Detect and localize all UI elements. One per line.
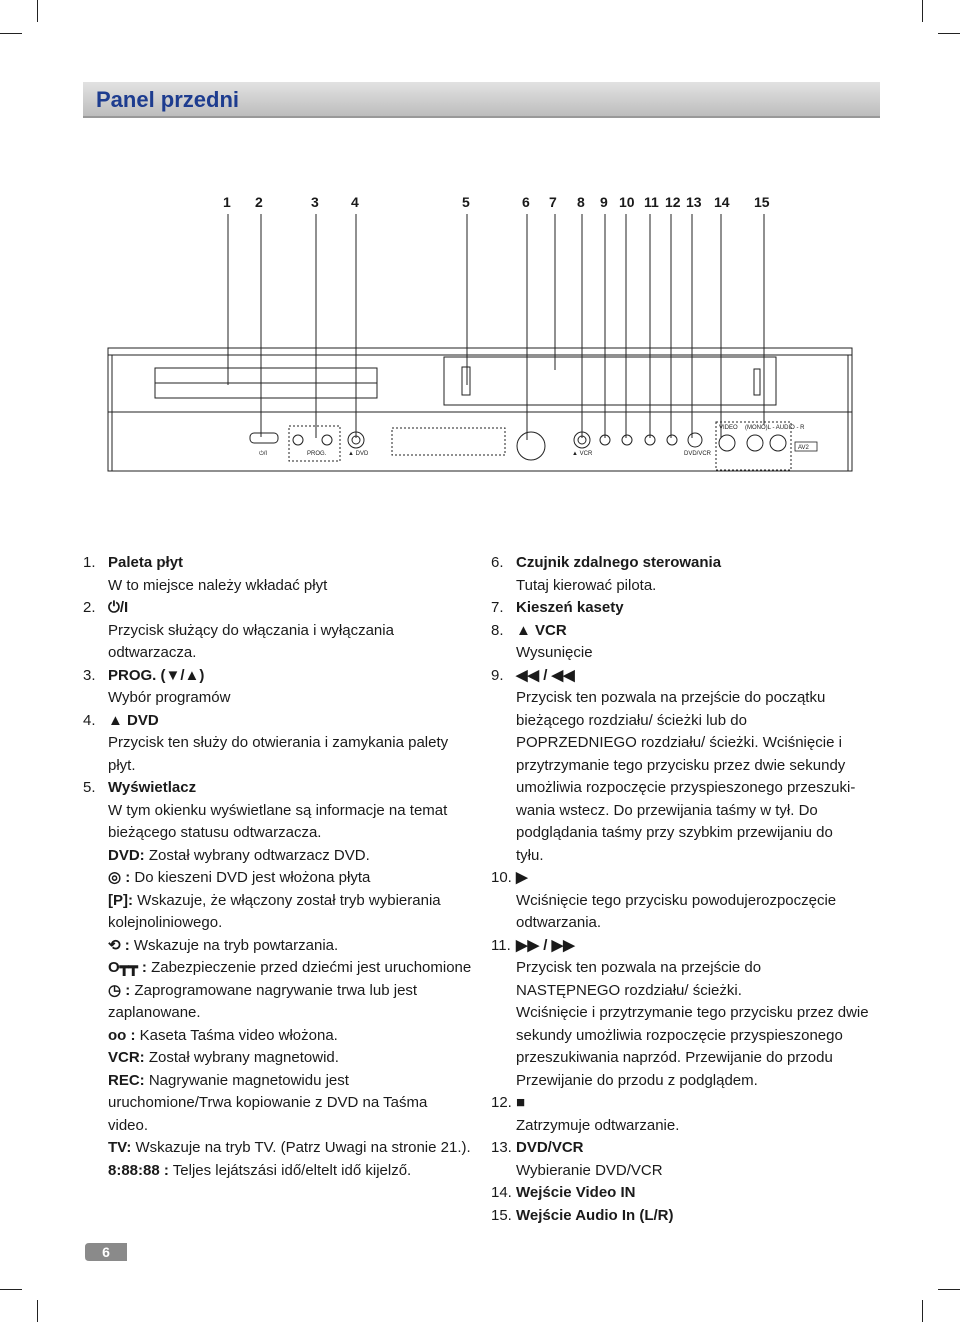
item-title: Czujnik zdalnego sterowania <box>516 554 722 571</box>
display-indicator <box>83 867 483 890</box>
callout-4: 4 <box>351 194 359 210</box>
callout-9: 9 <box>600 194 608 210</box>
item-description: W tym okienku wyświetlane są informacje na temat <box>108 801 448 819</box>
item-description: Wciśnięcie tego przycisku powodujerozpoczęcie <box>516 891 837 909</box>
indicator-label: ◷ : <box>108 981 131 999</box>
item-number: 15. <box>491 1206 512 1224</box>
indicator-label: DVD: <box>108 846 145 864</box>
indicator-text: kolejnoliniowego. <box>108 914 223 931</box>
indicator-label: oo : <box>108 1026 136 1044</box>
item-description: Przycisk służący do włączania i wyłączania <box>108 621 394 639</box>
item-description: NASTĘPNEGO rozdziału/ ścieżki. <box>516 981 742 999</box>
item-description: Tutaj kierować pilota. <box>516 576 657 594</box>
item-description: Wybieranie DVD/VCR <box>516 1161 663 1179</box>
item-title: Paleta płyt <box>108 554 184 571</box>
right-column <box>491 552 891 1227</box>
indicator-text: zaplanowane. <box>108 1004 201 1021</box>
item-number: 2. <box>83 599 96 616</box>
indicator-text: Wskazuje na tryb powtarzania. <box>129 936 339 954</box>
item-number: 13. <box>491 1139 512 1156</box>
item-description: przytrzymanie tego przycisku przez dwie sekundy <box>516 756 846 774</box>
display-indicator <box>83 845 483 868</box>
callout-14: 14 <box>714 194 730 210</box>
indicator-text: Zabezpieczenie przed dziećmi jest uruchomione <box>146 959 472 976</box>
item-number: 4. <box>83 711 96 729</box>
item-description: Zatrzymuje odtwarzanie. <box>516 1116 680 1134</box>
item-description: Przewijanie do przodu z podglądem. <box>516 1071 758 1089</box>
item-title: ▶▶ / ▶▶ <box>516 936 575 954</box>
item-number: 11. <box>491 936 511 954</box>
left-column <box>83 552 483 1182</box>
callout-1: 1 <box>223 194 231 210</box>
display-indicator <box>83 980 483 1003</box>
display-indicator <box>83 1047 483 1070</box>
item-number: 12. <box>491 1094 512 1111</box>
item-title: ▶ <box>516 869 528 886</box>
callout-7: 7 <box>549 194 557 210</box>
indicator-text: Kaseta Taśma video włożona. <box>135 1026 338 1044</box>
indicator-text: Do kieszeni DVD jest włożona płyta <box>130 869 371 886</box>
item-heading <box>491 552 891 575</box>
indicator-label: O┳┳ : <box>108 959 147 976</box>
prog-label: PROG. <box>307 451 327 457</box>
item-description: odtwarzania. <box>516 914 602 931</box>
indicator-text: Został wybrany odtwarzacz DVD. <box>144 846 370 864</box>
item-title: ▲ VCR <box>516 621 567 639</box>
item-description: Przycisk ten pozwala na przejście do <box>516 959 762 976</box>
indicator-label: VCR: <box>108 1049 145 1066</box>
item-heading <box>491 935 891 958</box>
indicator-text: Został wybrany magnetowid. <box>144 1049 339 1066</box>
item-heading <box>491 1182 891 1205</box>
front-panel-illustration <box>0 0 960 520</box>
callout-2: 2 <box>255 194 263 210</box>
crop-mark <box>37 1300 38 1322</box>
item-description: umożliwia rozpoczęcie przyspieszonego przeszuki- <box>516 779 856 796</box>
item-heading <box>83 710 483 733</box>
item-heading <box>491 597 891 620</box>
item-heading <box>491 620 891 643</box>
item-title: Wejście Video IN <box>516 1184 636 1201</box>
display-indicator <box>83 1115 483 1138</box>
indicator-label: 8:88:88 : <box>108 1161 169 1179</box>
item-description: Wciśnięcie i przytrzymanie tego przycisku przez dwie <box>516 1004 869 1021</box>
audio-label: (MONO)L - AUDIO - R <box>745 425 805 431</box>
display-indicator <box>83 957 483 980</box>
item-heading <box>83 597 483 620</box>
item-title: Wejście Audio In (L/R) <box>516 1206 674 1224</box>
display-indicator <box>83 1025 483 1048</box>
indicator-label: TV: <box>108 1139 132 1156</box>
item-heading <box>491 867 891 890</box>
display-indicator <box>83 890 483 913</box>
callout-5: 5 <box>462 194 470 210</box>
item-title: ⏻/I <box>108 599 129 616</box>
indicator-text: video. <box>108 1116 149 1134</box>
callout-15: 15 <box>754 194 770 210</box>
item-number: 1. <box>83 554 96 571</box>
crop-mark <box>0 1289 22 1290</box>
item-description: bieżącego rozdziału/ ścieżki lub do <box>516 711 747 729</box>
dvd-eject-label: ▲ DVD <box>348 451 369 457</box>
item-heading <box>83 665 483 688</box>
indicator-text: Nagrywanie magnetowidu jest <box>144 1071 349 1089</box>
item-number: 14. <box>491 1184 512 1201</box>
power-label: ⏻/I <box>259 451 268 457</box>
callout-3: 3 <box>311 194 319 210</box>
item-description: POPRZEDNIEGO rozdziału/ ścieżki. Wciśnięcie i <box>516 734 842 751</box>
item-description: Przycisk ten służy do otwierania i zamykania palety <box>108 734 449 751</box>
item-heading <box>83 777 483 800</box>
indicator-text: Teljes lejátszási idő/eltelt idő kijelző. <box>168 1161 412 1179</box>
callout-11: 11 <box>644 194 659 210</box>
item-description: tyłu. <box>516 846 544 864</box>
callout-6: 6 <box>522 194 530 210</box>
callout-10: 10 <box>619 194 635 210</box>
indicator-text: uruchomione/Trwa kopiowanie z DVD na Taśma <box>108 1094 428 1111</box>
display-indicator <box>83 1092 483 1115</box>
item-description: podglądania taśmy przy szybkim przewijaniu do <box>516 824 833 841</box>
item-title: Kieszeń kasety <box>516 599 624 616</box>
item-number: 7. <box>491 599 504 616</box>
item-description: W to miejsce należy wkładać płyt <box>108 576 328 594</box>
dvdvcr-label: DVD/VCR <box>684 451 712 457</box>
item-heading <box>491 1092 891 1115</box>
item-number: 5. <box>83 779 96 796</box>
display-indicator <box>83 1160 483 1183</box>
vcr-eject-label: ▲ VCR <box>572 451 593 457</box>
av-label: AV2 <box>798 445 809 451</box>
item-description: płyt. <box>108 756 136 774</box>
display-indicator <box>83 912 483 935</box>
display-indicator <box>83 1137 483 1160</box>
display-indicator <box>83 1002 483 1025</box>
item-description: bieżącego statusu odtwarzacza. <box>108 824 322 841</box>
callout-8: 8 <box>577 194 585 210</box>
page-number: 6 <box>102 1244 110 1260</box>
indicator-label: [P]: <box>108 891 133 909</box>
indicator-label: REC: <box>108 1071 145 1089</box>
item-heading <box>83 552 483 575</box>
item-heading <box>491 1205 891 1228</box>
item-heading <box>491 1137 891 1160</box>
indicator-text: Wskazuje, że włączony został tryb wybierania <box>133 891 441 909</box>
indicator-label: ⟲ : <box>108 936 130 954</box>
display-indicator <box>83 1070 483 1093</box>
item-number: 8. <box>491 621 504 639</box>
item-number: 6. <box>491 554 504 571</box>
item-title: ▲ DVD <box>108 711 159 729</box>
item-title: Wyświetlacz <box>108 779 197 796</box>
callout-13: 13 <box>686 194 702 210</box>
crop-mark <box>922 1300 923 1322</box>
indicator-text: Wskazuje na tryb TV. (Patrz Uwagi na stronie 21.). <box>131 1139 471 1156</box>
page-number-badge <box>85 1241 127 1263</box>
callout-12: 12 <box>665 194 681 210</box>
item-number: 9. <box>491 666 504 684</box>
item-title: PROG. (▼/▲) <box>108 666 205 684</box>
video-label: VIDEO <box>719 425 738 431</box>
indicator-label: ◎ : <box>108 869 131 886</box>
item-title: ◀◀ / ◀◀ <box>516 666 575 684</box>
indicator-text: Zaprogramowane nagrywanie trwa lub jest <box>130 981 418 999</box>
item-description: wania wstecz. Do przewijania taśmy w tył. Do <box>516 801 818 819</box>
item-description: Wybór programów <box>108 689 231 706</box>
page-title: Panel przedni <box>96 87 240 112</box>
display-indicator <box>83 935 483 958</box>
item-description: odtwarzacza. <box>108 644 197 661</box>
item-description: Wysunięcie <box>516 644 593 661</box>
item-heading <box>491 665 891 688</box>
item-number: 3. <box>83 666 96 684</box>
item-description: Przycisk ten pozwala na przejście do początku <box>516 689 826 706</box>
item-title: ■ <box>516 1094 526 1111</box>
item-description: przeszukiwania naprzód. Przewijanie do przodu <box>516 1049 833 1066</box>
crop-mark <box>938 1289 960 1290</box>
item-number: 10. <box>491 869 512 886</box>
item-description: sekundy umożliwia rozpoczęcie przyspieszonego <box>516 1026 843 1044</box>
item-title: DVD/VCR <box>516 1139 584 1156</box>
